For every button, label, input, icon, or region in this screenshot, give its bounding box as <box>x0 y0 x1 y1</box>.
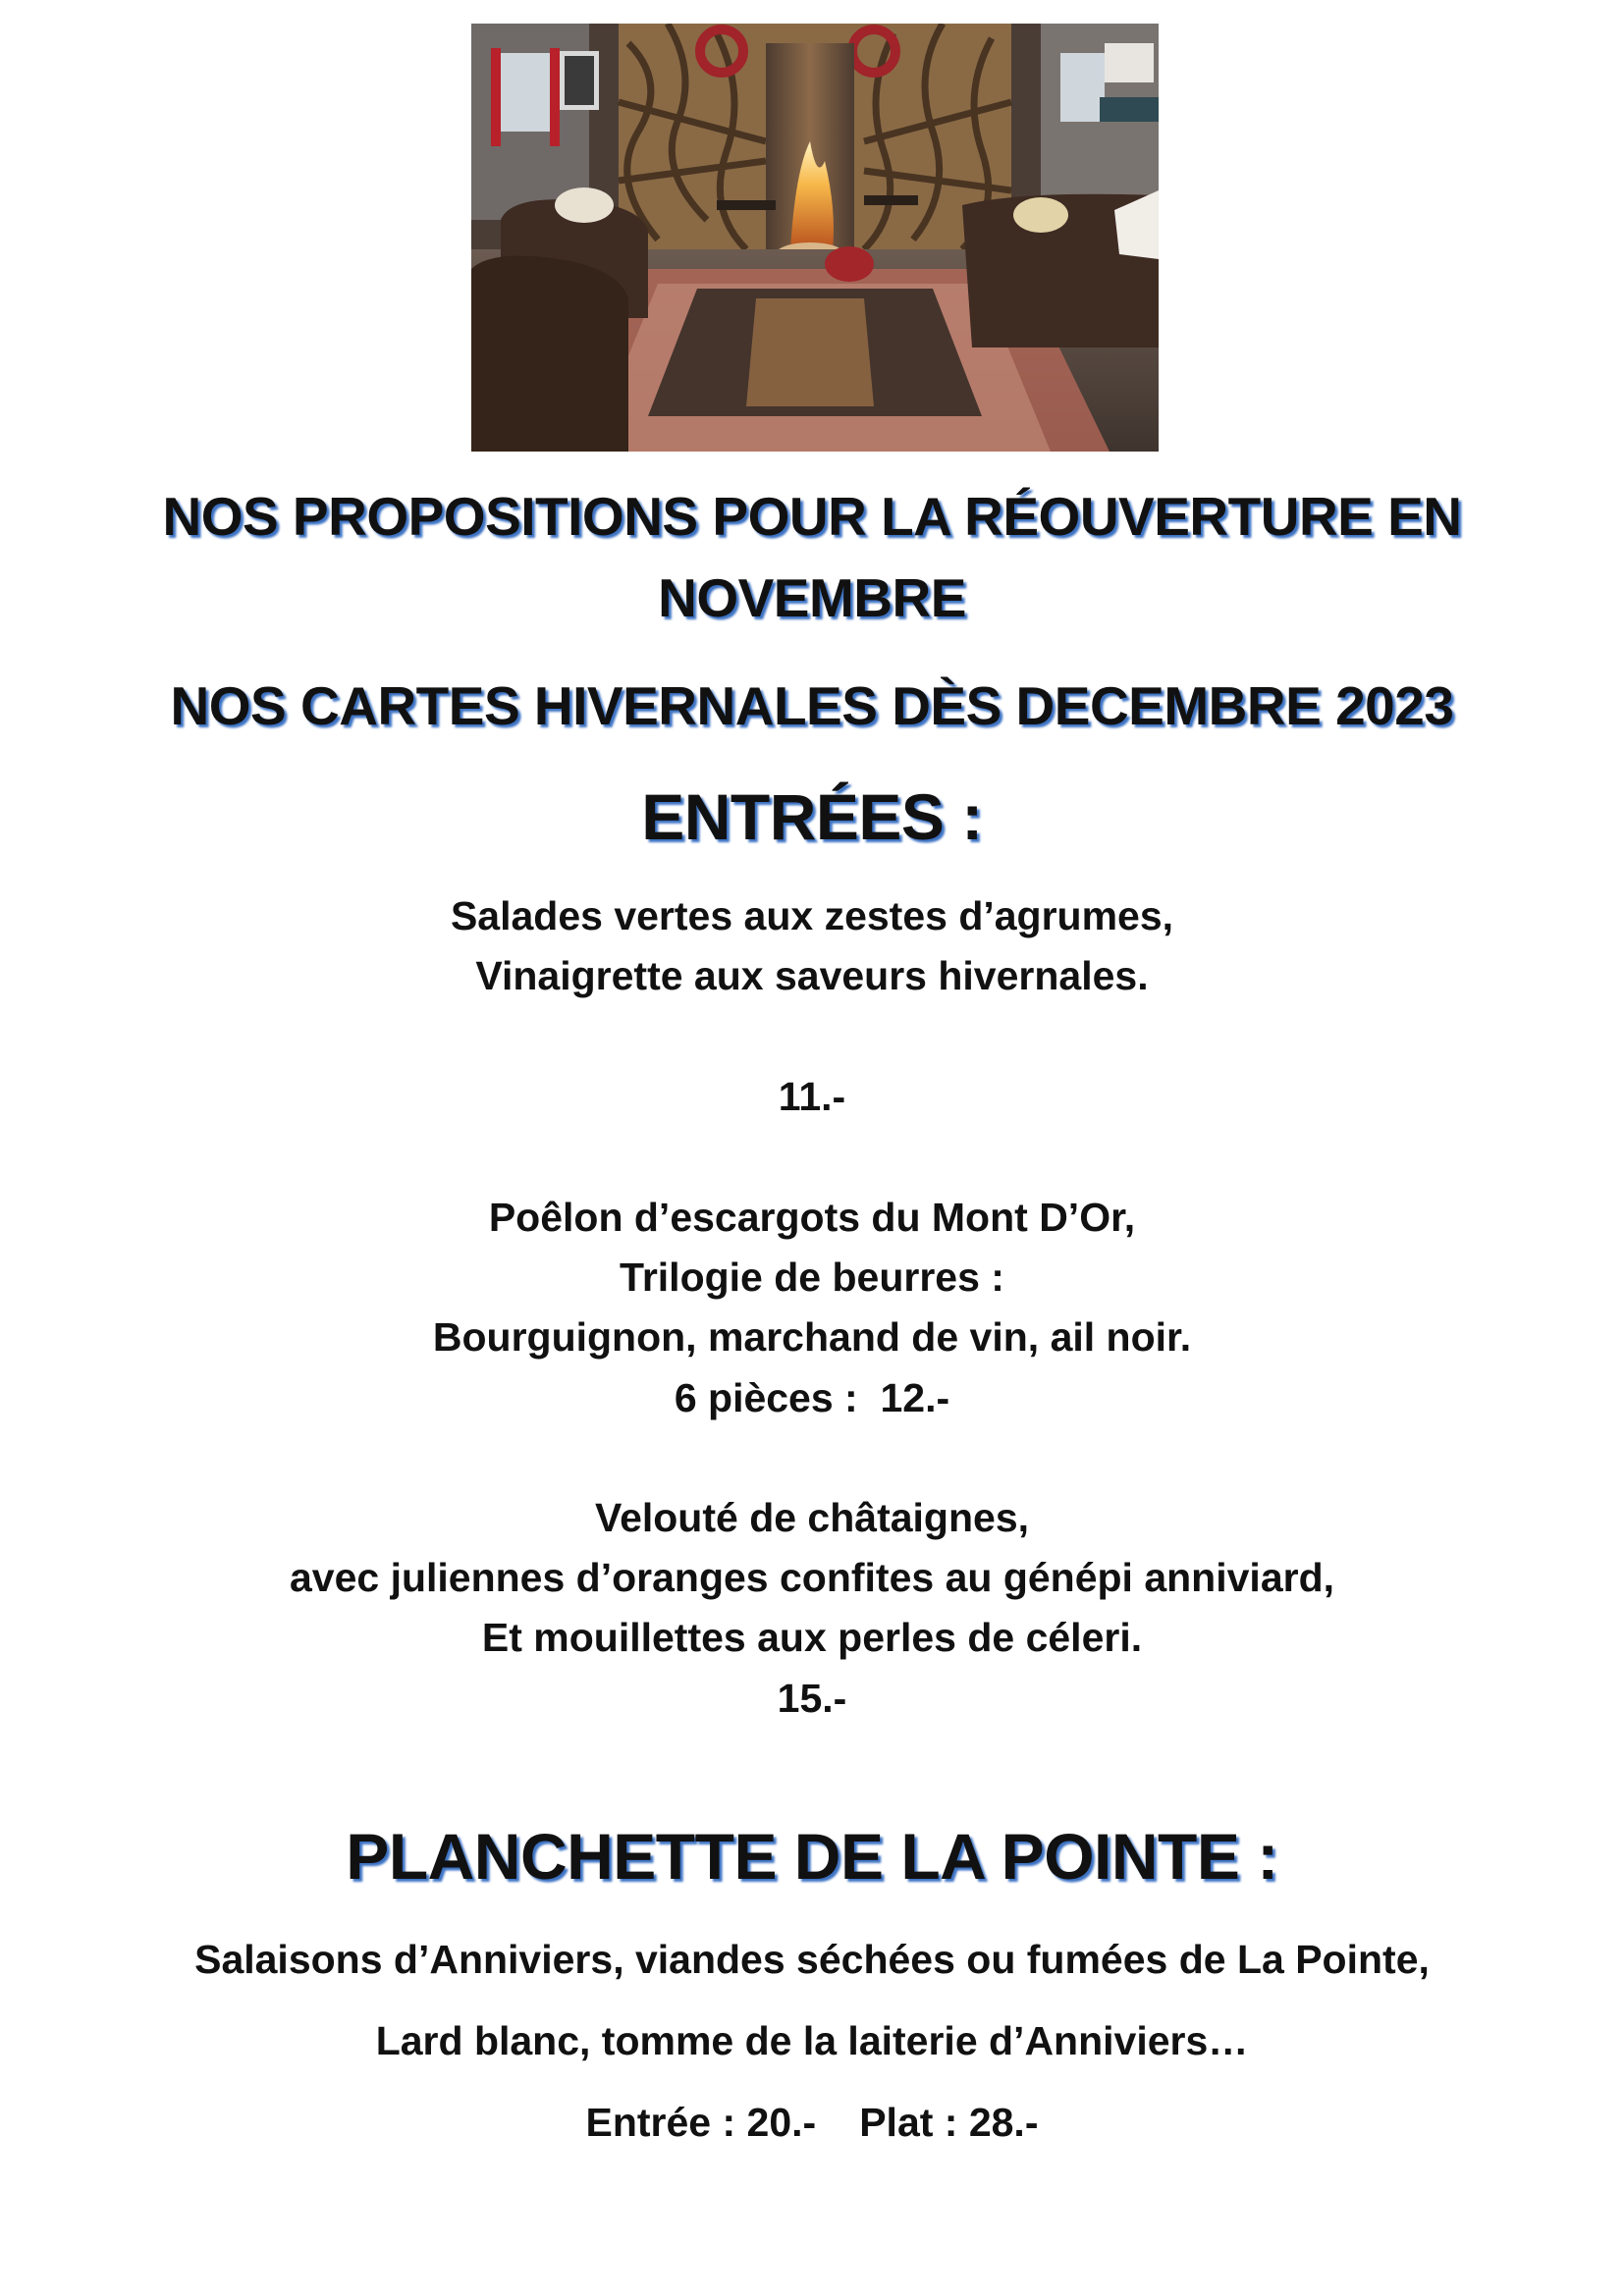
menu-item-veloute-line-3: Et mouillettes aux perles de céleri. <box>481 1615 1143 1660</box>
menu-item-salade-price: 11.- <box>778 1074 846 1119</box>
section-title-entrees: ENTRÉES : <box>641 780 983 853</box>
menu-item-escargots-line-3: Bourguignon, marchand de vin, ail noir. <box>432 1314 1192 1360</box>
headline-line-1: NOS PROPOSITIONS POUR LA RÉOUVERTURE EN <box>162 486 1462 547</box>
planchette-line-1: Salaisons d’Anniviers, viandes séchées ou fumées de La Pointe, <box>194 1937 1430 1982</box>
headline-line-2: NOVEMBRE <box>658 567 966 628</box>
section-title-planchette: PLANCHETTE DE LA POINTE : <box>346 1820 1278 1893</box>
planchette-price-entree: Entrée : 20.- <box>585 2100 817 2145</box>
menu-item-escargots-price: 6 pièces : 12.- <box>674 1375 950 1420</box>
menu-item-veloute-line-1: Velouté de châtaignes, <box>594 1495 1030 1540</box>
menu-item-salade-line-1: Salades vertes aux zestes d’agrumes, <box>450 893 1174 938</box>
planchette-price-plat: Plat : 28.- <box>859 2100 1039 2145</box>
menu-item-escargots-line-1: Poêlon d’escargots du Mont D’Or, <box>488 1195 1136 1240</box>
menu-item-salade-line-2: Vinaigrette aux saveurs hivernales. <box>475 953 1149 998</box>
planchette-line-2: Lard blanc, tomme de la laiterie d’Anniviers… <box>375 2018 1249 2063</box>
menu-item-veloute-line-2: avec juliennes d’oranges confites au génépi anniviard, <box>289 1555 1335 1600</box>
planchette-prices <box>0 2093 1624 2152</box>
headline-line-3: NOS CARTES HIVERNALES DÈS DECEMBRE 2023 <box>170 675 1454 736</box>
lounge-fireplace-photo <box>471 24 1159 452</box>
menu-item-escargots-line-2: Trilogie de beurres : <box>620 1255 1004 1300</box>
menu-item-veloute-price: 15.- <box>777 1676 847 1721</box>
